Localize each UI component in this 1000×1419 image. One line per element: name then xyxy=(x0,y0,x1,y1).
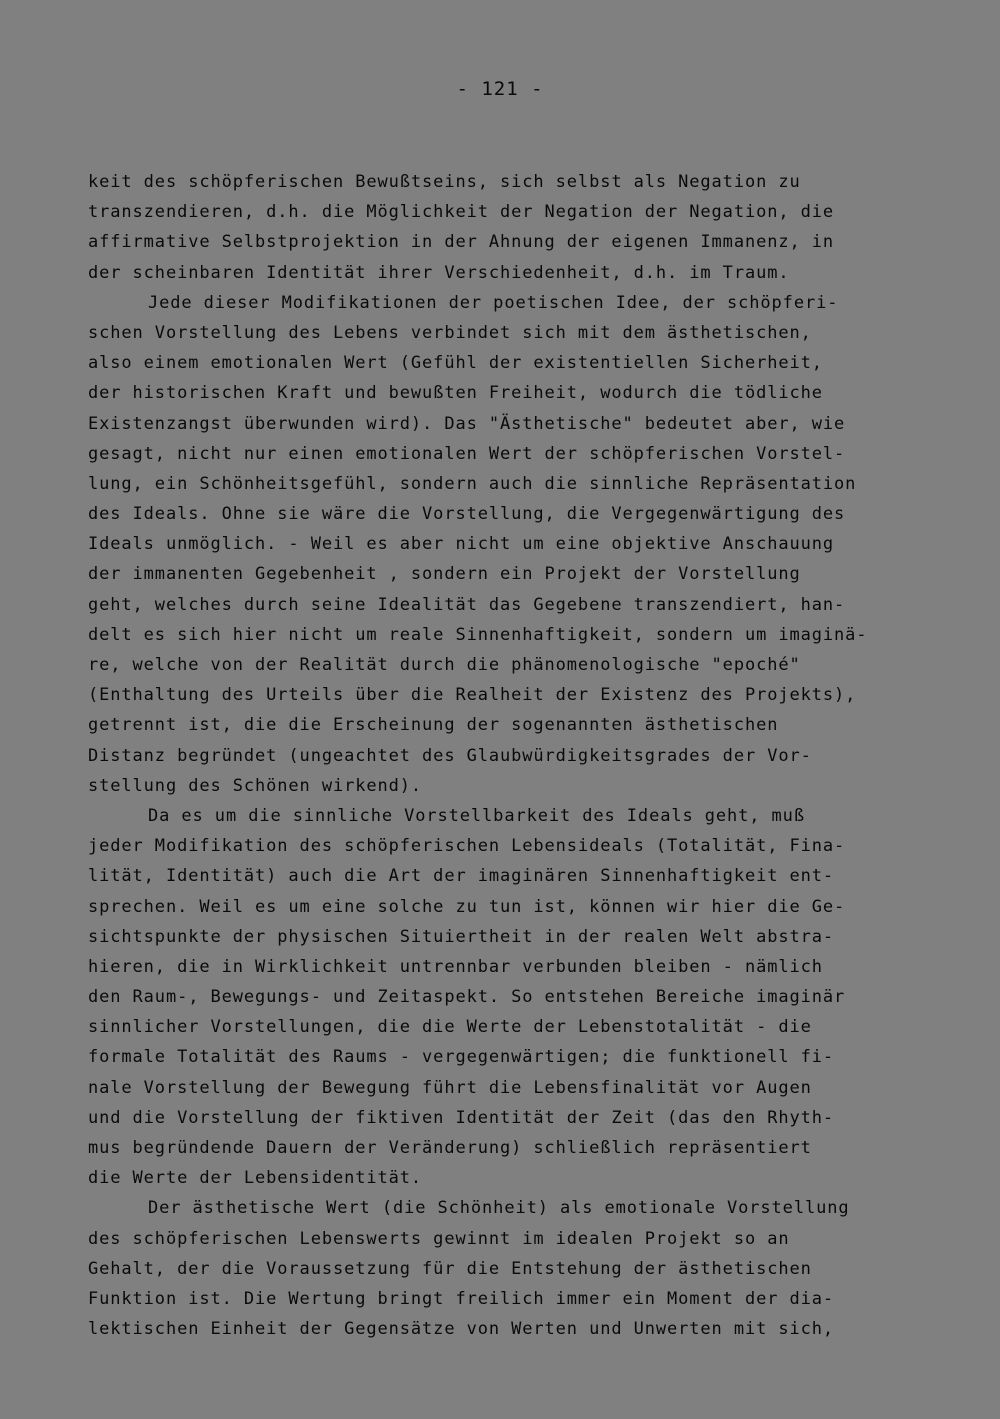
text-line: und die Vorstellung der fiktiven Identität der Zeit (das den Rhyth- xyxy=(88,1107,835,1128)
text-line: Ideals unmöglich. - Weil es aber nicht um eine objektive Anschauung xyxy=(88,534,835,555)
text-line: den Raum-, Bewegungs- und Zeitaspekt. So entstehen Bereiche imaginär xyxy=(88,987,846,1008)
text-line: geht, welches durch seine Idealität das Gegebene transzendiert, han- xyxy=(88,594,846,615)
text-line: affirmative Selbstprojektion in der Ahnung der eigenen Immanenz, in xyxy=(88,232,835,253)
text-line: lektischen Einheit der Gegensätze von Werten und Unwerten mit sich, xyxy=(88,1319,835,1340)
text-line: des schöpferischen Lebenswerts gewinnt im idealen Projekt so an xyxy=(88,1228,790,1249)
text-line: sprechen. Weil es um eine solche zu tun ist, können wir hier die Ge- xyxy=(88,896,846,917)
text-line: also einem emotionalen Wert (Gefühl der existentiellen Sicherheit, xyxy=(88,353,823,374)
text-line: die Werte der Lebensidentität. xyxy=(88,1168,423,1189)
text-line: der historischen Kraft und bewußten Freiheit, wodurch die tödliche xyxy=(88,383,823,404)
text-line: nale Vorstellung der Bewegung führt die Lebensfinalität vor Augen xyxy=(88,1077,812,1098)
body-text xyxy=(88,167,928,1344)
text-line: sichtspunkte der physischen Situiertheit in der realen Welt abstra- xyxy=(88,926,835,947)
text-line: der scheinbaren Identität ihrer Verschiedenheit, d.h. im Traum. xyxy=(88,262,790,283)
text-line: transzendieren, d.h. die Möglichkeit der Negation der Negation, die xyxy=(88,202,835,223)
text-line: lung, ein Schönheitsgefühl, sondern auch die sinnliche Repräsentation xyxy=(88,473,857,494)
text-line: jeder Modifikation des schöpferischen Lebensideals (Totalität, Fina- xyxy=(88,836,846,857)
text-line: (Enthaltung des Urteils über die Realheit der Existenz des Projekts), xyxy=(88,685,857,706)
text-line: keit des schöpferischen Bewußtseins, sich selbst als Negation zu xyxy=(88,172,801,192)
text-line: Da es um die sinnliche Vorstellbarkeit des Ideals geht, muß xyxy=(148,805,805,826)
text-line: delt es sich hier nicht um reale Sinnenhaftigkeit, sondern um imaginä- xyxy=(88,624,868,645)
text-line: hieren, die in Wirklichkeit untrennbar verbunden bleiben - nämlich xyxy=(88,956,823,977)
text-line: re, welche von der Realität durch die phänomenologische "epoché" xyxy=(88,655,801,675)
text-line: Distanz begründet (ungeachtet des Glaubwürdigkeitsgrades der Vor- xyxy=(88,745,812,766)
text-line: formale Totalität des Raums - vergegenwärtigen; die funktionell fi- xyxy=(88,1047,835,1068)
text-line: lität, Identität) auch die Art der imaginären Sinnenhaftigkeit ent- xyxy=(88,866,835,887)
text-line: mus begründende Dauern der Veränderung) schließlich repräsentiert xyxy=(88,1138,812,1158)
text-line: stellung des Schönen wirkend). xyxy=(88,775,423,796)
text-line: Gehalt, der die Voraussetzung für die Entstehung der ästhetischen xyxy=(88,1258,812,1279)
text-line: der immanenten Gegebenheit , sondern ein Projekt der Vorstellung xyxy=(88,564,801,585)
text-line: Jede dieser Modifikationen der poetischen Idee, der schöpferi- xyxy=(148,292,839,313)
text-line: Existenzangst überwunden wird). Das "Ästhetische" bedeutet aber, wie xyxy=(88,413,846,434)
text-line: Der ästhetische Wert (die Schönheit) als emotionale Vorstellung xyxy=(148,1198,850,1219)
text-line: sinnlicher Vorstellungen, die die Werte der Lebenstotalität - die xyxy=(88,1017,812,1038)
text-line: schen Vorstellung des Lebens verbindet sich mit dem ästhetischen, xyxy=(88,322,812,343)
page-number: - 121 - xyxy=(456,78,544,100)
text-line: Funktion ist. Die Wertung bringt freilich immer ein Moment der dia- xyxy=(88,1288,835,1309)
text-line: getrennt ist, die die Erscheinung der sogenannten ästhetischen xyxy=(88,715,779,736)
text-line: gesagt, nicht nur einen emotionalen Wert der schöpferischen Vorstel- xyxy=(88,443,846,464)
text-line: des Ideals. Ohne sie wäre die Vorstellung, die Vergegenwärtigung des xyxy=(88,504,846,525)
